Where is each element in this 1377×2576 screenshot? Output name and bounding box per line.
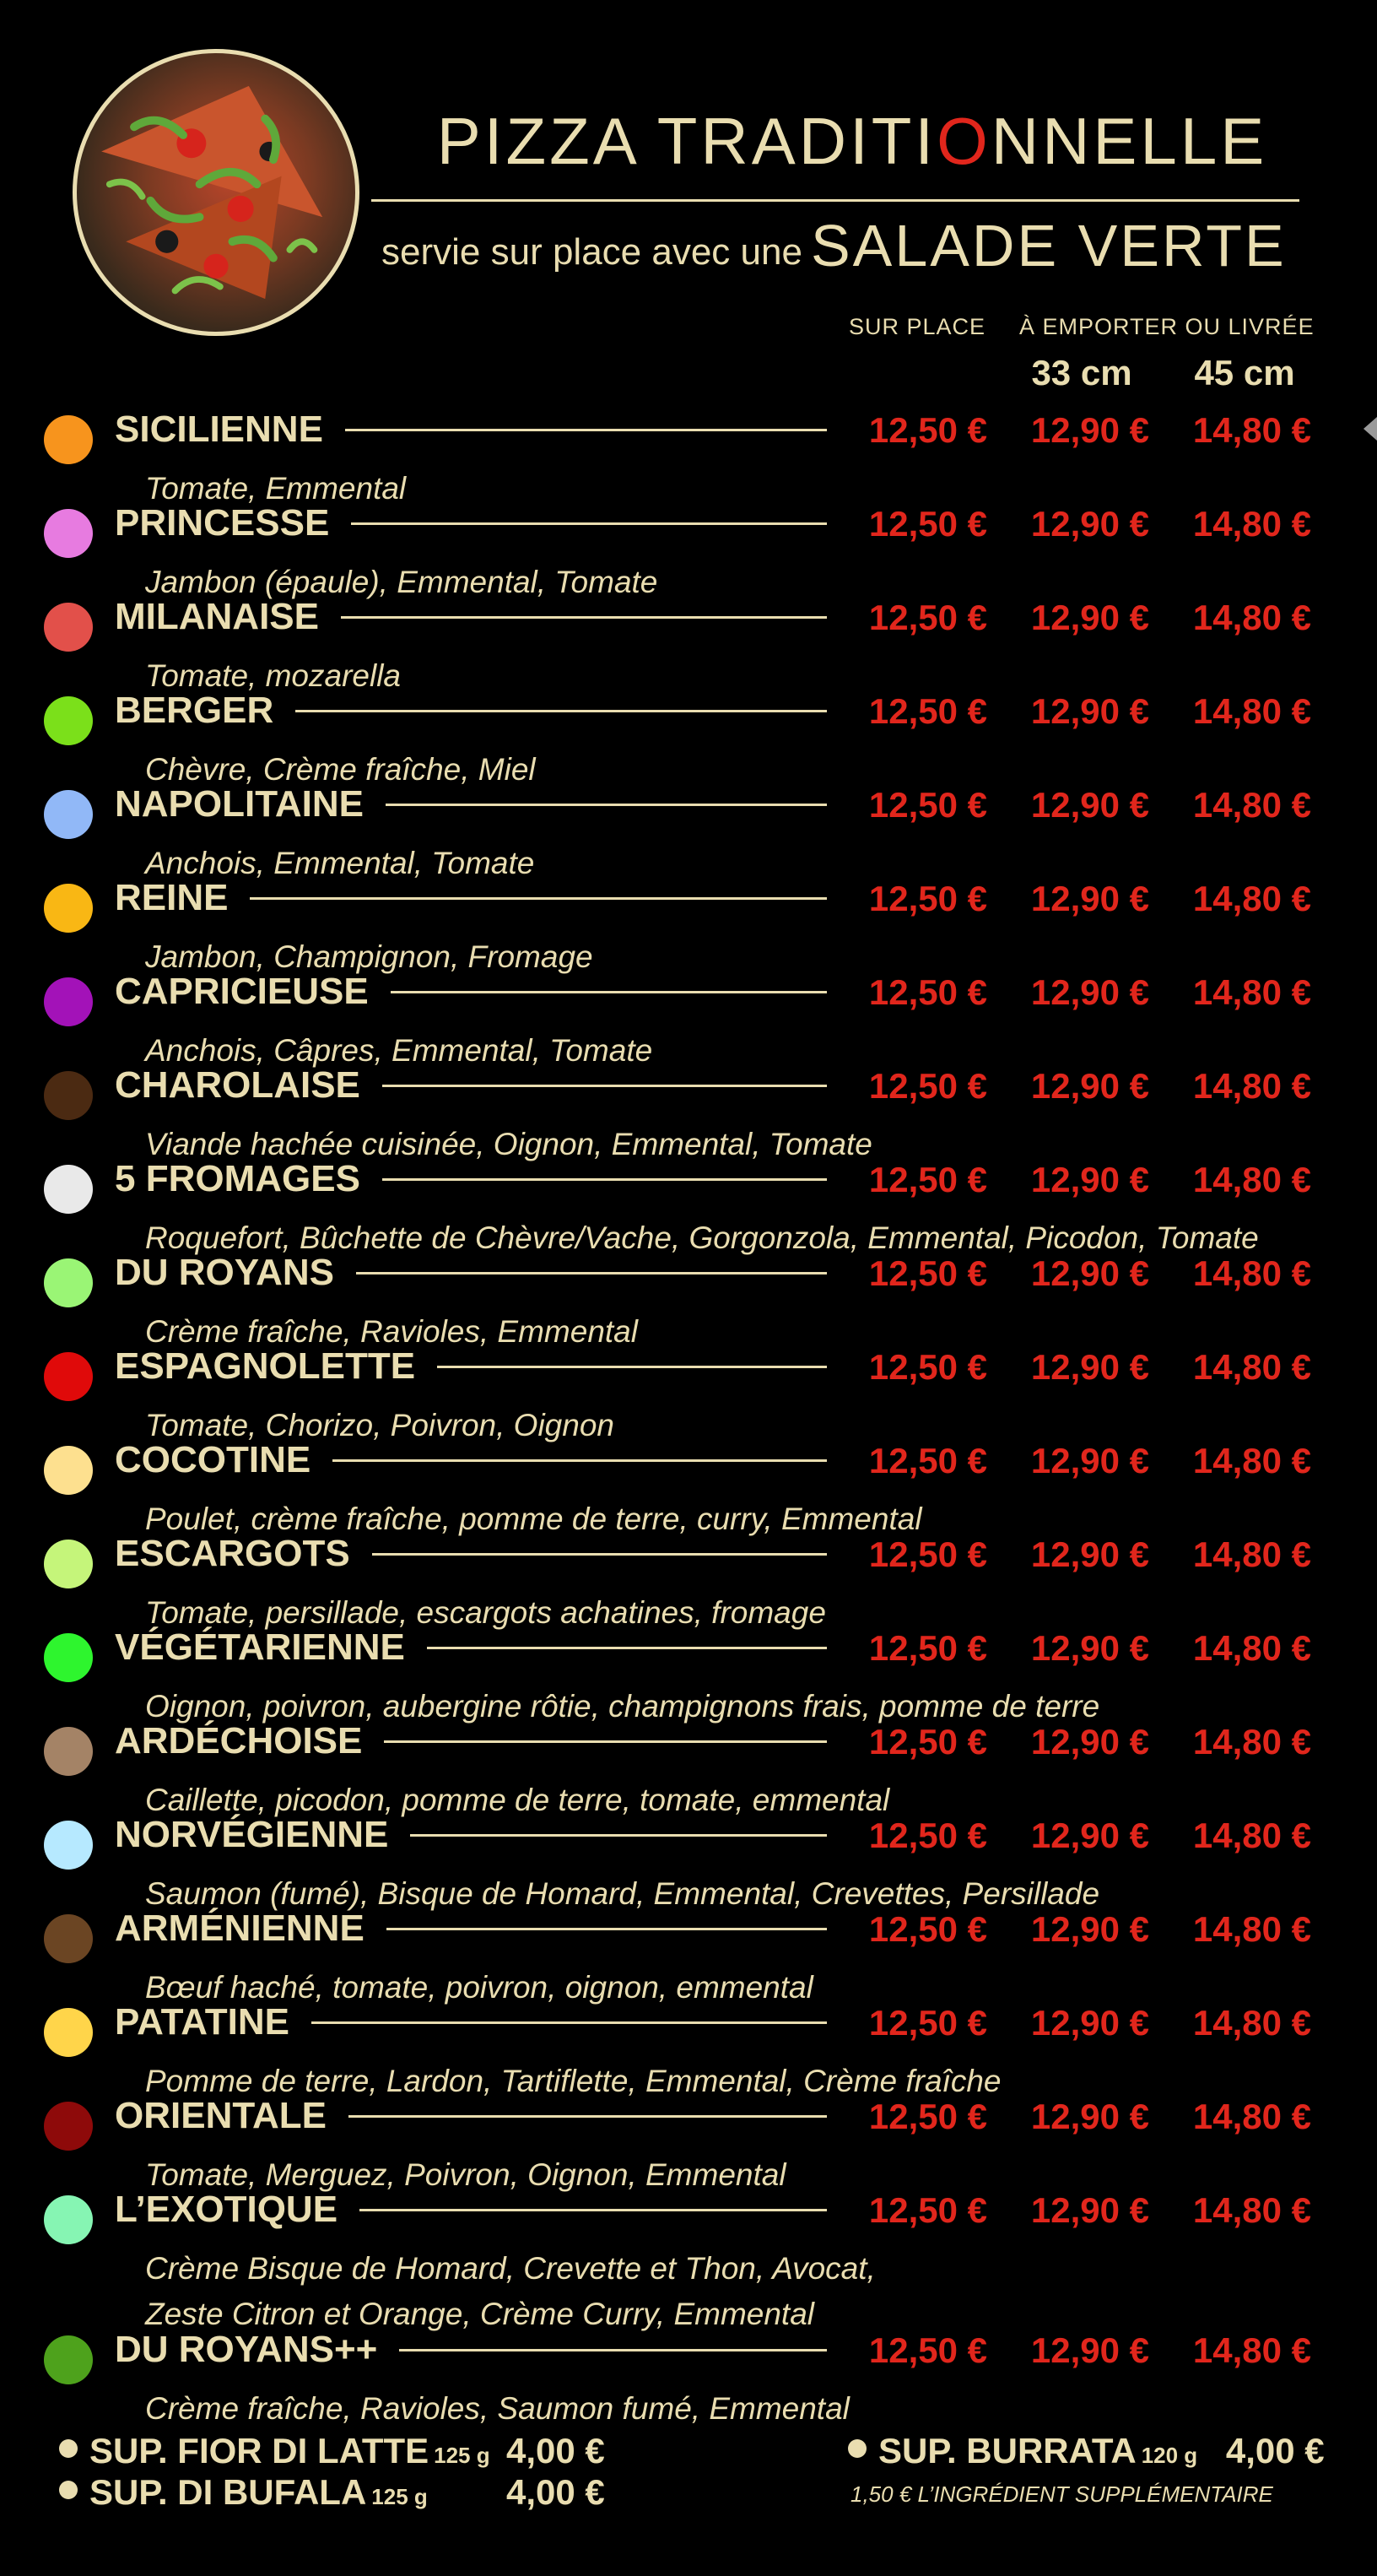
pizza-description: Tomate, Emmental — [145, 471, 407, 506]
pizza-color-dot — [44, 509, 93, 558]
price-45cm: 14,80 € — [1192, 1534, 1311, 1574]
price-surplace: 12,50 € — [868, 1816, 987, 1855]
pizza-color-dot — [44, 790, 93, 839]
price-45cm: 14,80 € — [1192, 1347, 1311, 1387]
pizza-description: Chèvre, Crème fraîche, Miel — [145, 752, 536, 787]
supplement-price: 4,00 € — [506, 2431, 605, 2470]
pizza-name: CHAROLAISE — [115, 1064, 827, 1107]
pizza-name: DU ROYANS — [115, 1252, 827, 1294]
pizza-name: 5 FROMAGES — [115, 1158, 827, 1200]
pizza-description: Tomate, persillade, escargots achatines, fromage — [145, 1595, 826, 1630]
price-45cm: 14,80 € — [1192, 972, 1311, 1012]
price-33cm: 12,90 € — [1030, 785, 1149, 825]
price-33cm: 12,90 € — [1030, 1722, 1149, 1762]
pizza-description: Jambon (épaule), Emmental, Tomate — [145, 565, 658, 599]
price-45cm: 14,80 € — [1192, 1441, 1311, 1480]
price-45cm: 14,80 € — [1192, 598, 1311, 637]
supplement-price: 4,00 € — [506, 2472, 605, 2512]
price-surplace: 12,50 € — [868, 2330, 987, 2370]
pizza-description: Anchois, Câpres, Emmental, Tomate — [145, 1033, 653, 1068]
price-surplace: 12,50 € — [868, 1722, 987, 1762]
bullet-icon — [59, 2439, 78, 2458]
supplement-fior-di-latte: SUP. FIOR DI LATTE 125 g 4,00 € — [59, 2433, 490, 2469]
price-33cm: 12,90 € — [1030, 1160, 1149, 1199]
price-33cm: 12,90 € — [1030, 598, 1149, 637]
page-title: PIZZA TRADITIONNELLE — [436, 104, 1268, 178]
price-surplace: 12,50 € — [868, 1909, 987, 1949]
price-surplace: 12,50 € — [868, 410, 987, 450]
price-surplace: 12,50 € — [868, 1347, 987, 1387]
pizza-color-dot — [44, 1821, 93, 1870]
price-33cm: 12,90 € — [1030, 691, 1149, 731]
price-33cm: 12,90 € — [1030, 879, 1149, 918]
pizza-name: L’EXOTIQUE — [115, 2189, 827, 2231]
pizza-color-dot — [44, 2008, 93, 2057]
pizza-description: Tomate, mozarella — [145, 658, 401, 693]
pizza-description: Crème Bisque de Homard, Crevette et Thon, Avocat, Zeste Citron et Orange, Crème Curry, Emmental — [145, 2251, 876, 2331]
price-surplace: 12,50 € — [868, 1253, 987, 1293]
price-33cm: 12,90 € — [1030, 504, 1149, 544]
price-33cm: 12,90 € — [1030, 2003, 1149, 2043]
price-surplace: 12,50 € — [868, 1628, 987, 1668]
price-45cm: 14,80 € — [1192, 1253, 1311, 1293]
price-surplace: 12,50 € — [868, 2097, 987, 2136]
price-surplace: 12,50 € — [868, 1441, 987, 1480]
pizza-name: ESCARGOTS — [115, 1533, 827, 1575]
pizza-color-dot — [44, 1165, 93, 1214]
price-33cm: 12,90 € — [1030, 410, 1149, 450]
price-surplace: 12,50 € — [868, 879, 987, 918]
pizza-description: Saumon (fumé), Bisque de Homard, Emmental, Crevettes, Persillade — [145, 1876, 1100, 1911]
pizza-description: Poulet, crème fraîche, pomme de terre, curry, Emmental — [145, 1502, 922, 1536]
pizza-color-dot — [44, 1446, 93, 1495]
price-33cm: 12,90 € — [1030, 2330, 1149, 2370]
supplement-di-bufala: SUP. DI BUFALA 125 g 4,00 € — [59, 2475, 428, 2510]
price-surplace: 12,50 € — [868, 972, 987, 1012]
pizza-name: ARMÉNIENNE — [115, 1908, 827, 1950]
pizza-color-dot — [44, 696, 93, 745]
extra-ingredient-note: 1,50 € L’INGRÉDIENT SUPPLÉMENTAIRE — [850, 2481, 1273, 2507]
bullet-icon — [848, 2439, 867, 2458]
pizza-name: ESPAGNOLETTE — [115, 1345, 827, 1388]
pizza-name: BERGER — [115, 690, 827, 732]
pizza-color-dot — [44, 1633, 93, 1682]
pizza-description: Roquefort, Bûchette de Chèvre/Vache, Gorgonzola, Emmental, Picodon, Tomate — [145, 1220, 1259, 1255]
pizza-color-dot — [44, 977, 93, 1026]
supplement-burrata: SUP. BURRATA 120 g 4,00 € — [848, 2433, 1325, 2469]
pizza-description: Anchois, Emmental, Tomate — [145, 846, 535, 880]
pizza-color-dot — [44, 1914, 93, 1963]
pizza-color-dot — [44, 2335, 93, 2384]
price-45cm: 14,80 € — [1192, 2330, 1311, 2370]
size-header-45: 45 cm — [1194, 353, 1295, 392]
pizza-description: Pomme de terre, Lardon, Tartiflette, Emmental, Crème fraîche — [145, 2064, 1002, 2098]
price-33cm: 12,90 € — [1030, 1534, 1149, 1574]
supplement-price: 4,00 € — [1225, 2431, 1325, 2470]
price-45cm: 14,80 € — [1192, 1160, 1311, 1199]
pizza-name: VÉGÉTARIENNE — [115, 1626, 827, 1669]
pizza-color-dot — [44, 884, 93, 933]
column-header-surplace: SUR PLACE — [849, 314, 986, 339]
price-45cm: 14,80 € — [1192, 2097, 1311, 2136]
price-45cm: 14,80 € — [1192, 879, 1311, 918]
price-45cm: 14,80 € — [1192, 2003, 1311, 2043]
price-surplace: 12,50 € — [868, 1160, 987, 1199]
pizza-color-dot — [44, 2102, 93, 2151]
pizza-color-dot — [44, 1727, 93, 1776]
pizza-name: COCOTINE — [115, 1439, 827, 1481]
bullet-icon — [59, 2481, 78, 2499]
price-45cm: 14,80 € — [1192, 1628, 1311, 1668]
price-33cm: 12,90 € — [1030, 2097, 1149, 2136]
price-33cm: 12,90 € — [1030, 1253, 1149, 1293]
price-33cm: 12,90 € — [1030, 972, 1149, 1012]
pizza-color-dot — [44, 1540, 93, 1588]
pizza-color-dot — [44, 603, 93, 652]
pizza-description: Jambon, Champignon, Fromage — [145, 939, 593, 974]
price-33cm: 12,90 € — [1030, 1628, 1149, 1668]
pizza-name: DU ROYANS++ — [115, 2329, 827, 2371]
pizza-photo — [73, 49, 359, 336]
pizza-description: Bœuf haché, tomate, poivron, oignon, emmental — [145, 1970, 813, 2005]
price-surplace: 12,50 € — [868, 785, 987, 825]
price-45cm: 14,80 € — [1192, 691, 1311, 731]
pizza-description: Tomate, Chorizo, Poivron, Oignon — [145, 1408, 614, 1442]
pizza-name: SICILIENNE — [115, 409, 827, 451]
price-45cm: 14,80 € — [1192, 504, 1311, 544]
pizza-description: Viande hachée cuisinée, Oignon, Emmental, Tomate — [145, 1127, 872, 1161]
price-45cm: 14,80 € — [1192, 1066, 1311, 1106]
pizza-name: ORIENTALE — [115, 2095, 827, 2137]
price-surplace: 12,50 € — [868, 2190, 987, 2230]
pizza-color-dot — [44, 1352, 93, 1401]
pizza-color-dot — [44, 415, 93, 464]
price-45cm: 14,80 € — [1192, 2190, 1311, 2230]
pizza-color-dot — [44, 1258, 93, 1307]
price-surplace: 12,50 € — [868, 598, 987, 637]
subtitle: servie sur place avec une SALADE VERTE — [381, 213, 1287, 279]
pizza-icon — [77, 53, 355, 332]
pizza-name: MILANAISE — [115, 596, 827, 638]
pizza-name: ARDÉCHOISE — [115, 1720, 827, 1762]
size-header-33: 33 cm — [1031, 353, 1132, 392]
price-33cm: 12,90 € — [1030, 1066, 1149, 1106]
pizza-name: CAPRICIEUSE — [115, 971, 827, 1013]
pizza-color-dot — [44, 1071, 93, 1120]
price-33cm: 12,90 € — [1030, 1909, 1149, 1949]
price-45cm: 14,80 € — [1192, 1909, 1311, 1949]
pizza-name: NORVÉGIENNE — [115, 1814, 827, 1856]
price-45cm: 14,80 € — [1192, 410, 1311, 450]
pizza-name: PATATINE — [115, 2001, 827, 2043]
pizza-name: PRINCESSE — [115, 502, 827, 544]
pizza-color-dot — [44, 2195, 93, 2244]
price-33cm: 12,90 € — [1030, 1816, 1149, 1855]
price-45cm: 14,80 € — [1192, 785, 1311, 825]
price-33cm: 12,90 € — [1030, 1347, 1149, 1387]
price-surplace: 12,50 € — [868, 1066, 987, 1106]
title-divider — [371, 199, 1299, 202]
pizza-name: REINE — [115, 877, 827, 919]
chevron-left-icon — [1364, 417, 1377, 441]
column-header-emporter: À EMPORTER OU LIVRÉE — [1019, 314, 1315, 339]
price-33cm: 12,90 € — [1030, 1441, 1149, 1480]
pizza-description: Caillette, picodon, pomme de terre, tomate, emmental — [145, 1783, 890, 1817]
pizza-description: Tomate, Merguez, Poivron, Oignon, Emmental — [145, 2157, 786, 2192]
price-surplace: 12,50 € — [868, 504, 987, 544]
price-45cm: 14,80 € — [1192, 1816, 1311, 1855]
price-45cm: 14,80 € — [1192, 1722, 1311, 1762]
price-surplace: 12,50 € — [868, 2003, 987, 2043]
price-33cm: 12,90 € — [1030, 2190, 1149, 2230]
pizza-name: NAPOLITAINE — [115, 783, 827, 825]
pizza-description: Crème fraîche, Ravioles, Saumon fumé, Emmental — [145, 2391, 850, 2426]
pizza-description: Oignon, poivron, aubergine rôtie, champignons frais, pomme de terre — [145, 1689, 1100, 1724]
pizza-description: Crème fraîche, Ravioles, Emmental — [145, 1314, 638, 1349]
price-surplace: 12,50 € — [868, 1534, 987, 1574]
price-surplace: 12,50 € — [868, 691, 987, 731]
